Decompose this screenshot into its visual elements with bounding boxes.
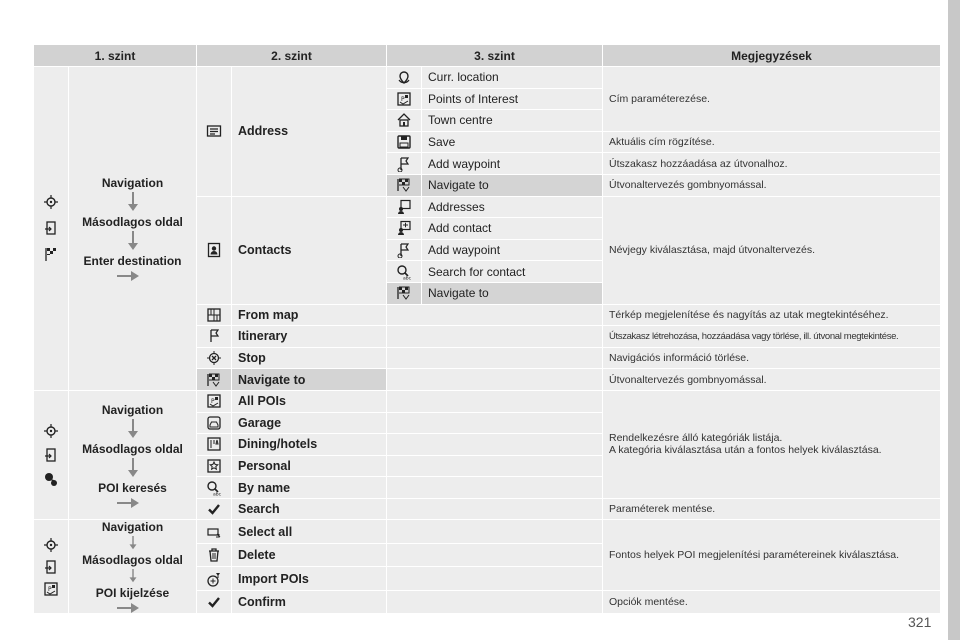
flow-step-secondary: Másodlagos oldal	[82, 553, 183, 568]
page-number: 321	[908, 614, 932, 630]
checkered-flag-icon	[43, 246, 59, 262]
header-level1: 1. szint	[34, 45, 197, 67]
header-notes: Megjegyzések	[603, 45, 941, 67]
menu-import-pois[interactable]: Import POIs	[232, 567, 387, 591]
addresses-icon	[396, 199, 412, 215]
note-navigate-to: Útvonaltervezés gombnyomással.	[603, 369, 941, 391]
navigate-to-icon	[206, 372, 222, 388]
arrow-down-icon	[127, 536, 139, 550]
arrow-down-icon	[127, 192, 139, 212]
flow-step-poi-search: POI keresés	[98, 480, 167, 495]
arrow-down-icon	[127, 458, 139, 478]
note-navigate-address: Útvonaltervezés gombnyomással.	[603, 174, 941, 196]
search-by-name-icon	[206, 480, 222, 496]
level1-flow-poi-display	[69, 520, 197, 614]
add-contact-icon	[396, 220, 412, 236]
import-pois-icon	[206, 571, 222, 587]
level1-icons-poi-search	[34, 390, 69, 520]
waypoint-flag-icon	[396, 242, 412, 258]
secondary-page-icon	[43, 220, 59, 236]
menu-select-all[interactable]: Select all	[232, 520, 387, 544]
menu-from-map[interactable]: From map	[232, 304, 387, 326]
note-search: Paraméterek mentése.	[603, 498, 941, 520]
level1-flow-destination	[69, 67, 197, 391]
menu-stop[interactable]: Stop	[232, 347, 387, 369]
level1-flow-poi-search	[69, 390, 197, 520]
item-addresses[interactable]: Addresses	[422, 196, 603, 218]
menu-by-name[interactable]: By name	[232, 477, 387, 499]
address-card-icon	[206, 123, 222, 139]
town-centre-icon	[396, 112, 412, 128]
item-town-centre[interactable]: Town centre	[422, 110, 603, 132]
menu-contacts[interactable]: Contacts	[232, 196, 387, 304]
note-add-waypoint: Útszakasz hozzáadása az útvonalhoz.	[603, 153, 941, 175]
navigation-icon	[43, 537, 59, 553]
header-level2: 2. szint	[197, 45, 387, 67]
level1-icons-poi-display	[34, 520, 69, 614]
menu-delete[interactable]: Delete	[232, 543, 387, 567]
personal-star-icon	[206, 458, 222, 474]
navigation-icon	[43, 423, 59, 439]
flow-step-navigation: Navigation	[101, 402, 164, 417]
curr-location-icon-cell	[387, 67, 422, 89]
item-add-waypoint[interactable]: Add waypoint	[422, 153, 603, 175]
flow-step-poi-display: POI kijelzése	[95, 586, 170, 601]
svg-text:P: P	[48, 585, 52, 593]
checkmark-icon	[206, 501, 222, 517]
note-poi-categories: Rendelkezésre álló kategóriák listája. A kategória kiválasztása után a fontos helyek kiválasztása.	[603, 390, 941, 498]
menu-confirm[interactable]: Confirm	[232, 590, 387, 614]
note-itinerary: Útszakasz létrehozása, hozzáadása vagy törlése, ill. útvonal megtekintése.	[603, 326, 941, 348]
page-edge-tab	[948, 0, 960, 640]
navigation-icon	[43, 194, 59, 210]
item-points-of-interest[interactable]: Points of Interest	[422, 88, 603, 110]
svg-text:P: P	[401, 95, 405, 103]
navigate-to-icon	[396, 177, 412, 193]
stop-navigation-icon	[206, 350, 222, 366]
navigate-to-icon	[396, 285, 412, 301]
note-confirm: Opciók mentése.	[603, 590, 941, 614]
header-level3: 3. szint	[387, 45, 603, 67]
arrow-down-icon	[127, 419, 139, 439]
note-contacts: Névjegy kiválasztása, majd útvonaltervezés.	[603, 196, 941, 304]
item-add-waypoint-contact[interactable]: Add waypoint	[422, 239, 603, 261]
flow-step-secondary: Másodlagos oldal	[82, 441, 183, 456]
poi-search-icon	[43, 471, 59, 487]
menu-garage[interactable]: Garage	[232, 412, 387, 434]
search-contact-icon	[396, 264, 412, 280]
poi-display-icon	[43, 581, 59, 597]
secondary-page-icon	[43, 559, 59, 575]
note-stop: Navigációs információ törlése.	[603, 347, 941, 369]
flow-step-enter-destination: Enter destination	[83, 253, 182, 268]
note-address-params: Cím paraméterezése.	[603, 67, 941, 132]
menu-address[interactable]: Address	[232, 67, 387, 197]
waypoint-flag-icon	[396, 156, 412, 172]
map-icon	[206, 307, 222, 323]
flow-step-navigation: Navigation	[101, 520, 164, 535]
item-navigate-to-address[interactable]: Navigate to	[422, 174, 603, 196]
current-location-icon	[396, 69, 412, 85]
arrow-right-icon	[117, 271, 139, 281]
menu-navigate-to[interactable]: Navigate to	[232, 369, 387, 391]
address-icon-cell	[197, 67, 232, 197]
menu-itinerary[interactable]: Itinerary	[232, 326, 387, 348]
dining-hotels-icon	[206, 436, 222, 452]
menu-search[interactable]: Search	[232, 498, 387, 520]
poi-icon	[396, 91, 412, 107]
note-poi-display: Fontos helyek POI megjelenítési paramétereinek kiválasztása.	[603, 520, 941, 591]
menu-table	[33, 44, 941, 614]
menu-all-pois[interactable]: All POIs	[232, 390, 387, 412]
level1-icons-nav	[34, 67, 69, 391]
item-search-for-contact[interactable]: Search for contact	[422, 261, 603, 283]
flow-step-secondary: Másodlagos oldal	[82, 214, 183, 229]
note-from-map: Térkép megjelenítése és nagyítás az utak megtekintéséhez.	[603, 304, 941, 326]
item-save[interactable]: Save	[422, 131, 603, 153]
menu-dining-hotels[interactable]: Dining/hotels	[232, 434, 387, 456]
delete-trash-icon	[206, 547, 222, 563]
item-add-contact[interactable]: Add contact	[422, 218, 603, 240]
flow-step-navigation: Navigation	[101, 175, 164, 190]
save-disk-icon	[396, 134, 412, 150]
item-curr-location[interactable]: Curr. location	[422, 67, 603, 89]
arrow-down-icon	[127, 569, 139, 583]
itinerary-flag-icon	[206, 328, 222, 344]
select-all-icon	[206, 524, 222, 540]
note-save-address: Aktuális cím rögzítése.	[603, 131, 941, 153]
svg-text:abc: abc	[403, 276, 412, 280]
arrow-right-icon	[117, 603, 139, 613]
contacts-icon	[206, 242, 222, 258]
svg-text:P: P	[211, 398, 215, 406]
svg-text:abc: abc	[213, 492, 222, 496]
arrow-down-icon	[127, 231, 139, 251]
secondary-page-icon	[43, 447, 59, 463]
checkmark-icon	[206, 594, 222, 610]
garage-icon	[206, 415, 222, 431]
arrow-right-icon	[117, 498, 139, 508]
item-navigate-to-contact[interactable]: Navigate to	[422, 282, 603, 304]
all-pois-icon	[206, 393, 222, 409]
menu-personal[interactable]: Personal	[232, 455, 387, 477]
